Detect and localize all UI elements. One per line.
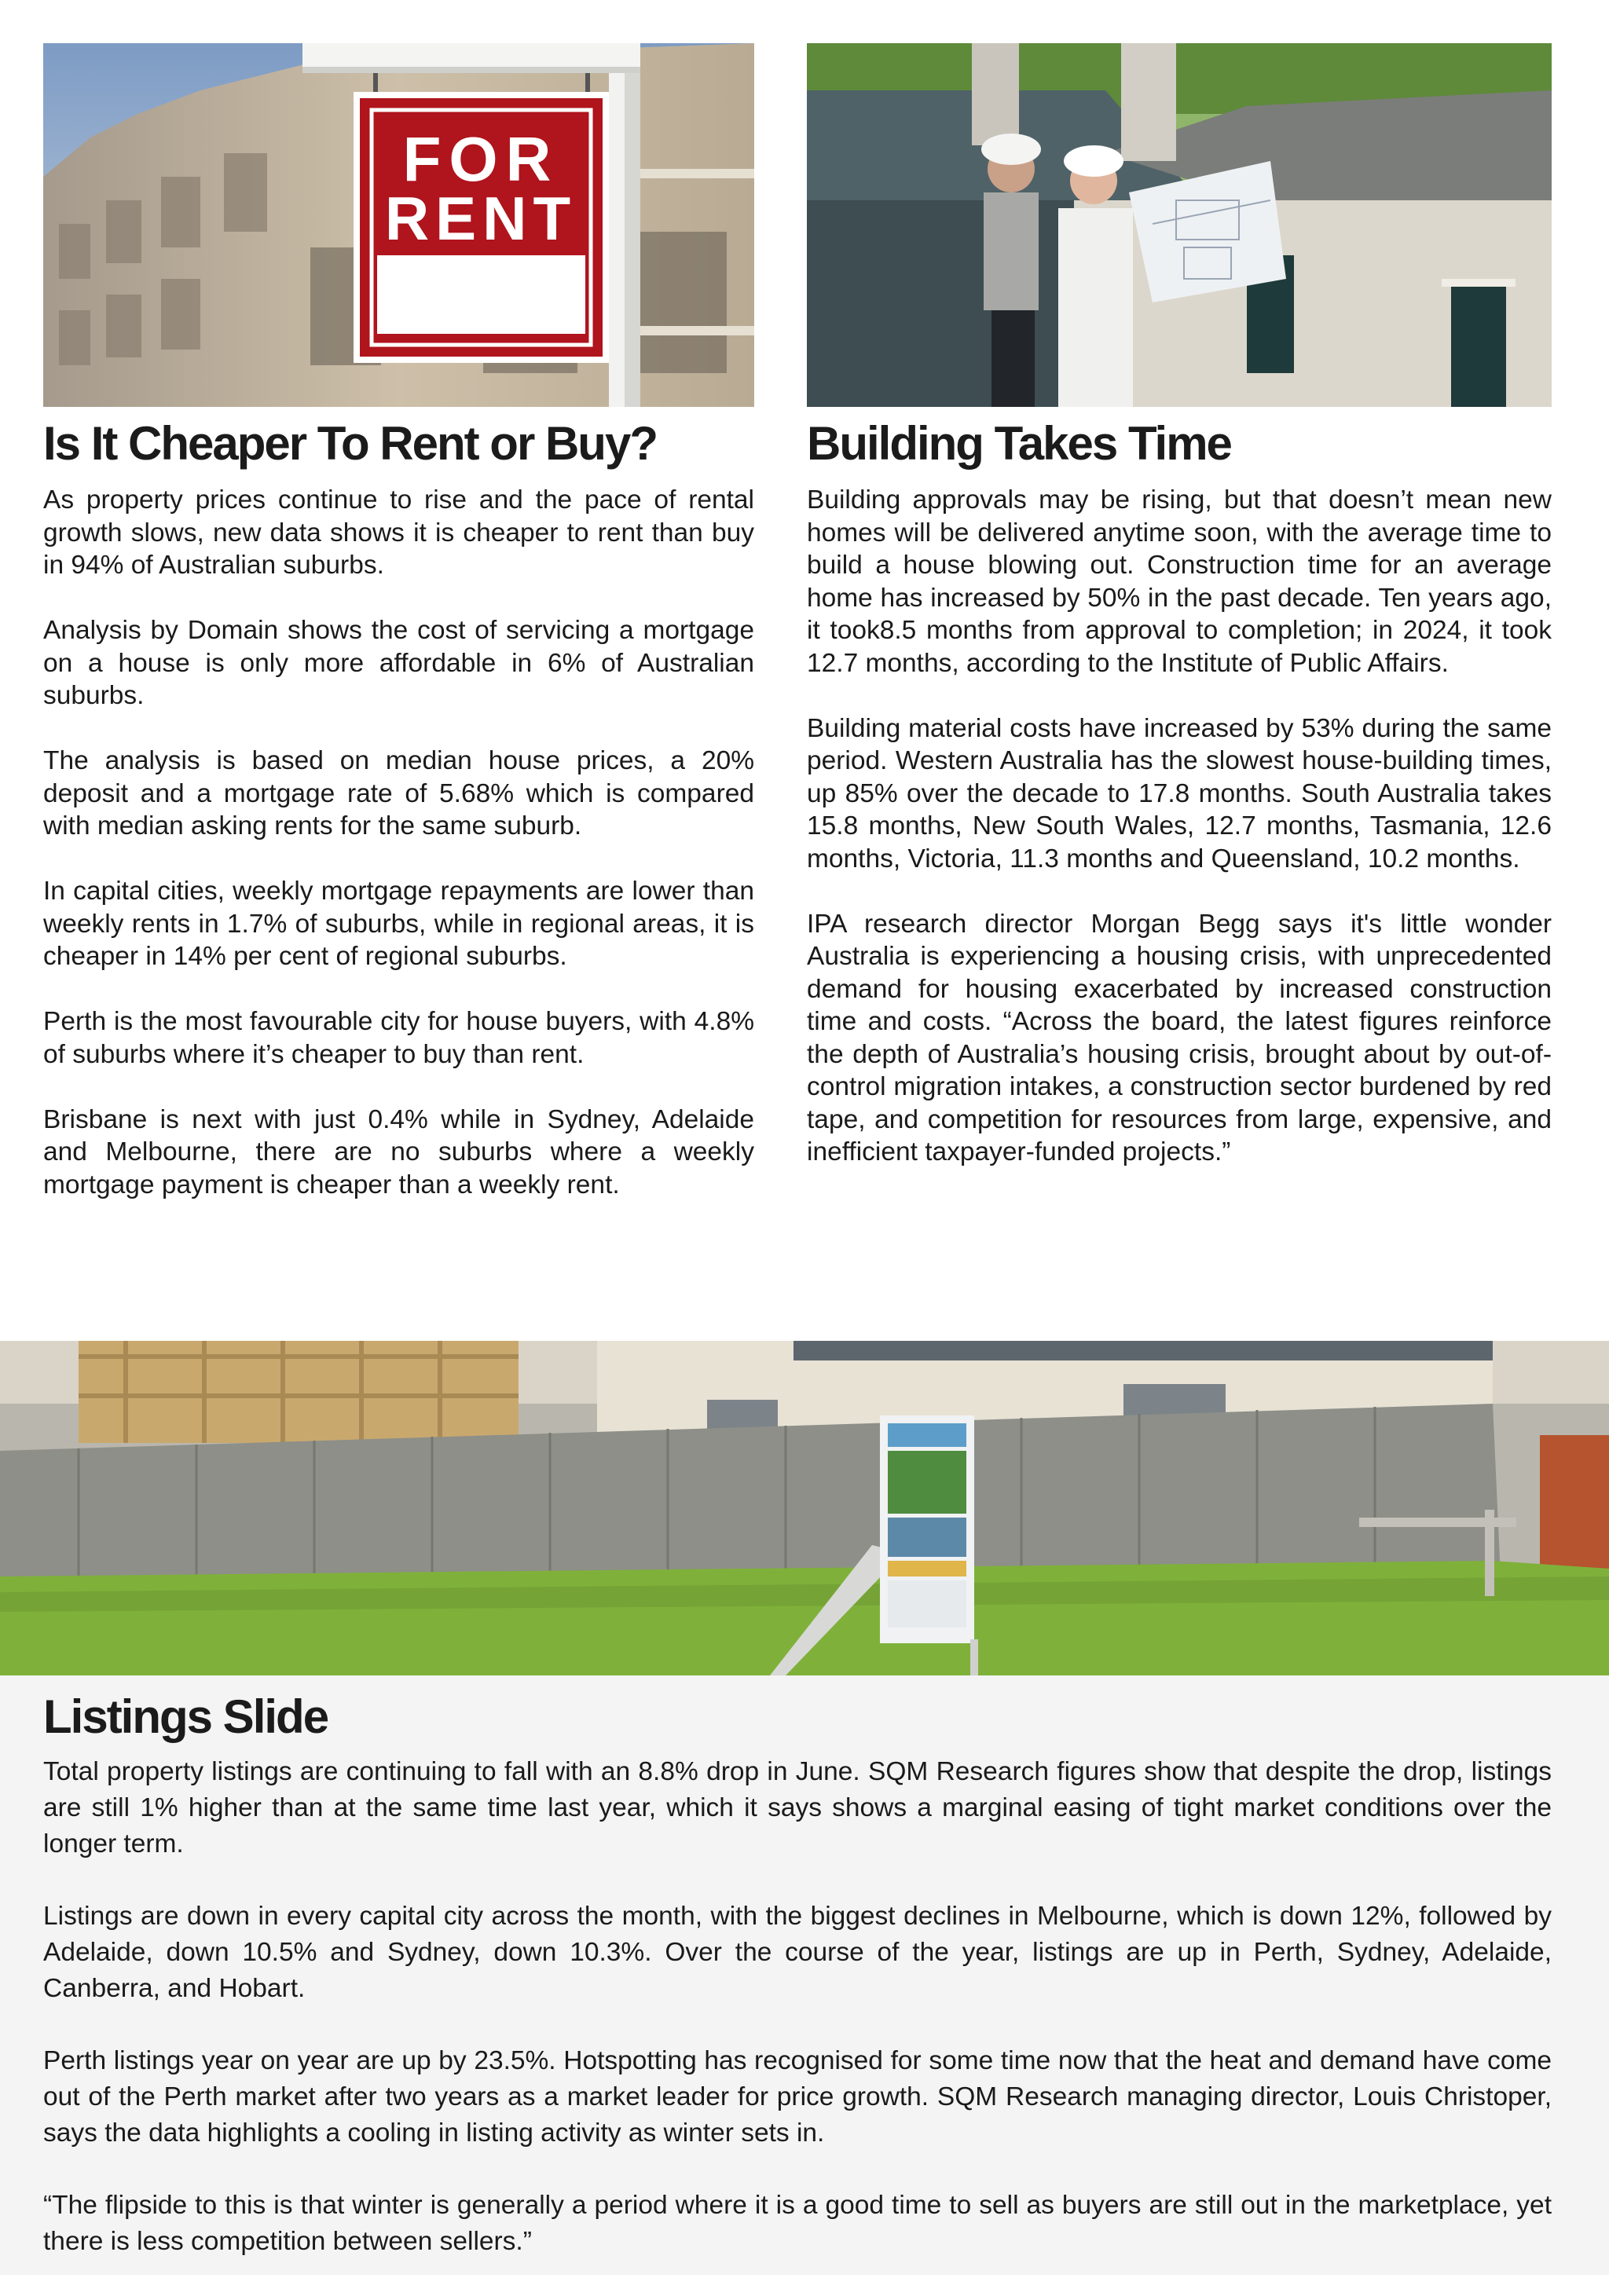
paragraph: Perth is the most favourable city for house buyers, with 4.8% of suburbs where it’s cheaper to buy than rent. xyxy=(43,1007,754,1069)
article-title: Listings Slide xyxy=(43,1690,328,1743)
paragraph: IPA research director Morgan Begg says it's little wonder Australia is experiencing a housing crisis, with unprecedented demand for housing exacerbated by increased construction time and costs. “Across the board, the latest figures reinforce the depth of Australia’s housing crisis, brought about by out-of-control migration intakes, a construction sector burdened by red tape, and competition for resources from large, expensive, and inefficient taxpayer-funded projects.” xyxy=(807,909,1552,1166)
paragraph: Brisbane is next with just 0.4% while in Sydney, Adelaide and Melbourne, there are no suburbs where a weekly mortgage payment is cheaper than a weekly rent. xyxy=(43,1104,754,1199)
paragraph: The analysis is based on median house prices, a 20% deposit and a mortgage rate of 5.68% which is compared with median asking rents for the same suburb. xyxy=(43,746,754,840)
sign-line-for: FOR xyxy=(402,124,559,194)
paragraph: As property prices continue to rise and the pace of rental growth slows, new data shows it is cheaper to rent than buy in 94% of Australian suburbs. xyxy=(43,485,754,580)
paragraph: Building material costs have increased by 53% during the same period. Western Australia has the slowest house-building times, up 85% over the decade to 17.8 months. South Australia takes 15.8 months, New South Wales, 12.7 months, Tasmania, 12.6 months, Victoria, 11.3 months and Queensland, 10.2 months. xyxy=(807,713,1552,873)
building-time-article xyxy=(807,43,1552,1201)
listings-section xyxy=(0,1675,1609,2275)
article-title: Is It Cheaper To Rent or Buy? xyxy=(43,417,657,470)
paragraph: In capital cities, weekly mortgage repayments are lower than weekly rents in 1.7% of suburbs, while in regional areas, it is cheaper in 14% per cent of regional suburbs. xyxy=(43,877,754,971)
builders-on-roof-photo xyxy=(807,43,1552,407)
construction-site-photo xyxy=(0,1341,1609,1675)
paragraph: Perth listings year on year are up by 23.5%. Hotspotting has recognised for some time now that the heat and demand have come out of the Perth market after two years as a market leader for price growth. SQM Research managing director, Louis Christoper, says the data highlights a cooling in listing activity as winter sets in. xyxy=(43,2046,1552,2148)
for-rent-sign-photo xyxy=(43,43,754,407)
listings-article xyxy=(43,1682,1552,2296)
rent-or-buy-article xyxy=(43,43,754,1234)
paragraph: Analysis by Domain shows the cost of servicing a mortgage on a house is only more affordable in 6% of Australian suburbs. xyxy=(43,616,754,710)
article-title: Building Takes Time xyxy=(807,417,1231,470)
paragraph: Total property listings are continuing to fall with an 8.8% drop in June. SQM Research figures show that despite the drop, listings are still 1% higher than at the same time last year, which it says shows a marginal easing of tight market conditions over the longer term. xyxy=(43,1757,1552,1858)
paragraph: “The flipside to this is that winter is generally a period where it is a good time to sell as buyers are still out in the marketplace, yet there is less competition between sellers.” xyxy=(43,2191,1552,2256)
paragraph: Building approvals may be rising, but that doesn’t mean new homes will be delivered anytime soon, with the average time to build a house blowing out. Construction time for an average home has increased by 50% in the past decade. Ten years ago, it took8.5 months from approval to completion; in 2024, it took 12.7 months, according to the Institute of Public Affairs. xyxy=(807,485,1552,678)
sign-line-rent: RENT xyxy=(384,184,577,253)
paragraph: Listings are down in every capital city across the month, with the biggest declines in Melbourne, which is down 12%, followed by Adelaide, down 10.5% and Sydney, down 10.3%. Over the course of the year, listings are up in Perth, Sydney, Adelaide, Canberra, and Hobart. xyxy=(43,1902,1552,2003)
